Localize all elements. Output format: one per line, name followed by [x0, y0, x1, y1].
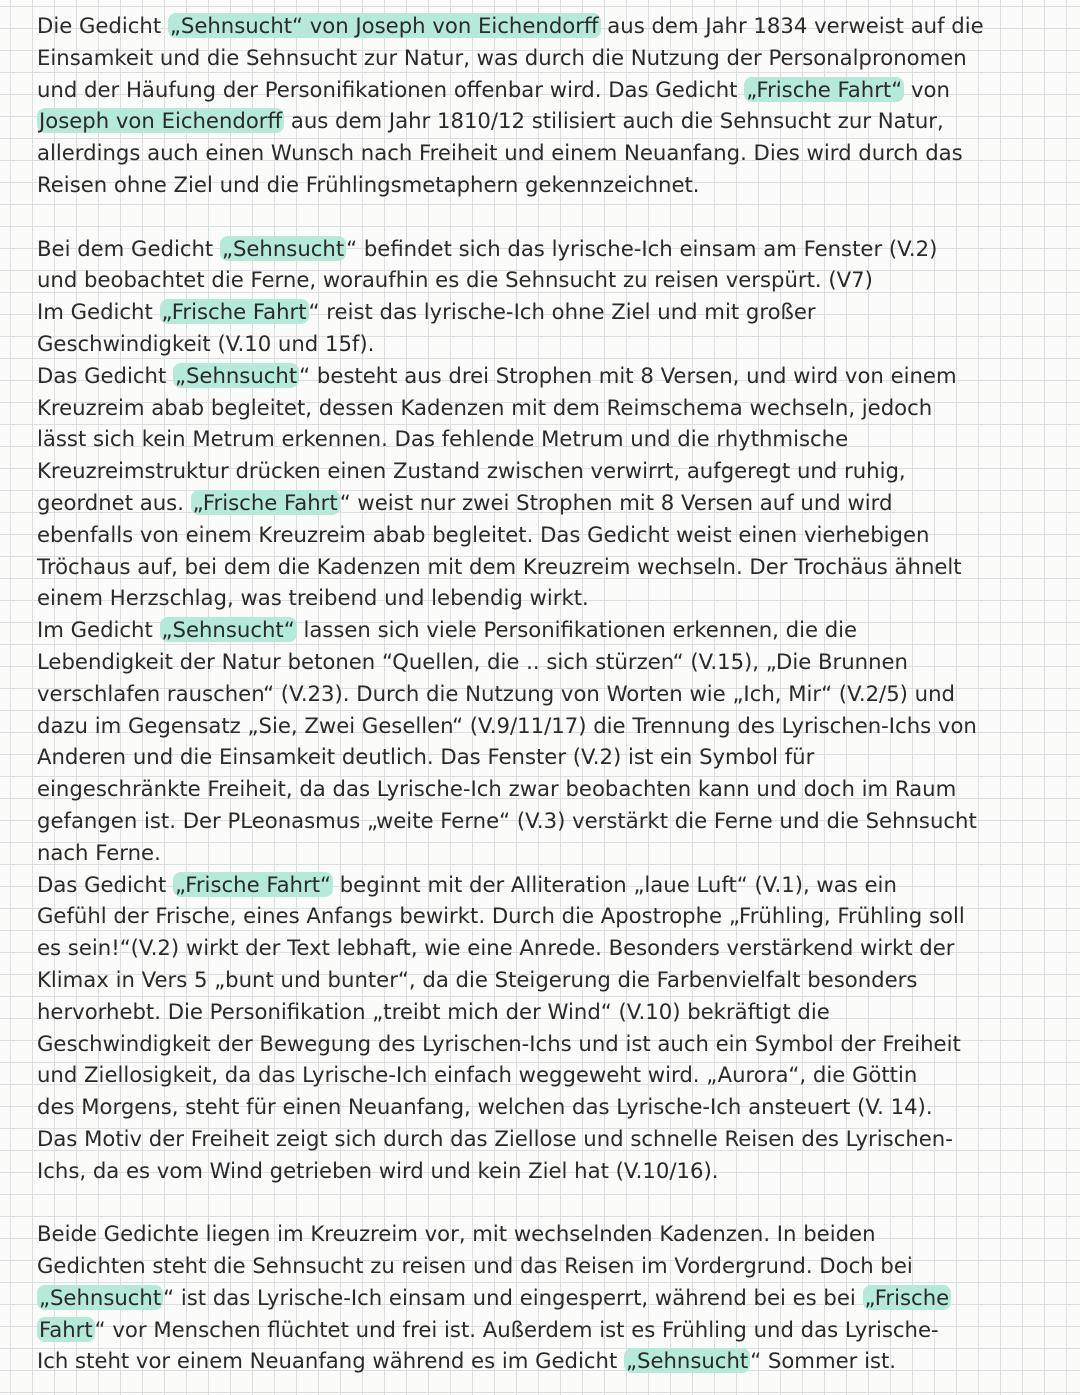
- text-line: [37, 42, 1047, 74]
- text-segment: hervorhebt. Die Personifikation „treibt mich der Wind“ (V.10) bekräftigt die: [37, 998, 830, 1024]
- text-line: [37, 646, 1047, 678]
- handwritten-note-page: [37, 10, 1047, 1377]
- text-segment: Anderen und die Einsamkeit deutlich. Das Fenster (V.2) ist ein Symbol für: [37, 744, 815, 770]
- text-line: [37, 360, 1047, 392]
- text-line: [37, 455, 1047, 487]
- text-line: [37, 964, 1047, 996]
- text-segment: Das Gedicht: [37, 871, 173, 897]
- text-segment: Geschwindigkeit der Bewegung des Lyrischen-Ichs und ist auch ein Symbol der Freiheit: [37, 1030, 961, 1056]
- text-segment: von: [904, 76, 950, 102]
- text-segment: Geschwindigkeit (V.10 und 15f).: [37, 330, 375, 356]
- text-line: [37, 1250, 1047, 1282]
- paragraph: [37, 1218, 1047, 1377]
- text-segment: “ reist das lyrische-Ich ohne Ziel und mit großer: [308, 299, 816, 325]
- text-line: [37, 996, 1047, 1028]
- text-segment: nach Ferne.: [37, 839, 161, 865]
- text-segment: Beide Gedichte liegen im Kreuzreim vor, mit wechselnden Kadenzen. In beiden: [37, 1221, 876, 1247]
- text-line: [37, 10, 1047, 42]
- text-line: [37, 1028, 1047, 1060]
- text-segment: Gefühl der Frische, eines Anfangs bewirkt. Durch die Apostrophe „Frühling, Frühling soll: [37, 903, 965, 929]
- text-segment: “ weist nur zwei Strophen mit 8 Versen auf und wird: [339, 489, 893, 515]
- text-segment: Lebendigkeit der Natur betonen “Quellen, die .. sich stürzen“ (V.15), „Die Brunnen: [37, 648, 908, 674]
- text-segment: Das Motiv der Freiheit zeigt sich durch das Ziellose und schnelle Reisen des Lyrischen-: [37, 1125, 953, 1151]
- highlighted-title: „Frische Fahrt“: [174, 871, 331, 897]
- text-segment: Das Gedicht: [37, 362, 173, 388]
- text-line: [37, 487, 1047, 519]
- text-segment: verschlafen rauschen“ (V.23). Durch die Nutzung von Worten wie „Ich, Mir“ (V.2/5) und: [37, 680, 955, 706]
- paragraph-spacer: [37, 1186, 1047, 1218]
- highlighted-title: „Frische: [864, 1284, 950, 1310]
- text-segment: und der Häufung der Personifikationen offenbar wird. Das Gedicht: [37, 76, 745, 102]
- text-line: [37, 264, 1047, 296]
- text-line: [37, 105, 1047, 137]
- text-line: [37, 932, 1047, 964]
- text-segment: “ vor Menschen flüchtet und frei ist. Außerdem ist es Frühling und das Lyrische-: [94, 1316, 939, 1342]
- text-line: [37, 1123, 1047, 1155]
- text-line: [37, 614, 1047, 646]
- highlighted-title: „Sehnsucht“ von Joseph von Eichendorff: [169, 13, 599, 38]
- text-segment: aus dem Jahr 1810/12 stilisiert auch die Sehnsucht zur Natur,: [284, 108, 944, 134]
- text-segment: Tröchaus auf, bei dem die Kadenzen mit dem Kreuzreim wechseln. Der Trochäus ähnelt: [37, 553, 962, 579]
- text-segment: “ ist das Lyrische-Ich einsam und eingesperrt, während bei es bei: [163, 1284, 863, 1310]
- highlighted-title: „Frische Fahrt“: [746, 76, 903, 102]
- highlighted-title: „Sehnsucht: [221, 235, 345, 261]
- paragraph-spacer: [37, 201, 1047, 233]
- text-line: [37, 1314, 1047, 1346]
- text-line: [37, 551, 1047, 583]
- text-line: [37, 582, 1047, 614]
- text-segment: lässt sich kein Metrum erkennen. Das fehlende Metrum und die rhythmische: [37, 426, 849, 452]
- text-segment: dazu im Gegensatz „Sie, Zwei Gesellen“ (V.9/11/17) die Trennung des Lyrischen-Ichs von: [37, 712, 977, 738]
- highlighted-title: „Sehnsucht: [626, 1348, 749, 1374]
- text-line: [37, 900, 1047, 932]
- text-segment: Einsamkeit und die Sehnsucht zur Natur, was durch die Nutzung der Personalpronomen: [37, 44, 967, 70]
- text-segment: des Morgens, steht für einen Neuanfang, welchen das Lyrische-Ich ansteuert (V. 14).: [37, 1094, 933, 1120]
- text-segment: Kreuzreim abab begleitet, dessen Kadenzen mit dem Reimschema wechseln, jedoch: [37, 394, 933, 420]
- text-line: [37, 837, 1047, 869]
- text-line: [37, 169, 1047, 201]
- text-segment: Im Gedicht: [37, 299, 160, 325]
- text-segment: Ichs, da es vom Wind getrieben wird und kein Ziel hat (V.10/16).: [37, 1157, 719, 1183]
- text-line: [37, 678, 1047, 710]
- text-line: [37, 805, 1047, 837]
- text-segment: Bei dem Gedicht: [37, 235, 220, 261]
- text-segment: einem Herzschlag, was treibend und lebendig wirkt.: [37, 585, 589, 611]
- text-line: [37, 710, 1047, 742]
- highlighted-title: Fahrt: [39, 1316, 93, 1342]
- highlighted-title: Joseph von Eichendorff: [39, 108, 283, 134]
- text-line: [37, 1059, 1047, 1091]
- text-line: [37, 1091, 1047, 1123]
- text-segment: “ befindet sich das lyrische-Ich einsam am Fenster (V.2): [346, 235, 938, 261]
- text-segment: “ Sommer ist.: [750, 1348, 897, 1374]
- text-line: [37, 423, 1047, 455]
- text-segment: lassen sich viele Personifikationen erkennen, die die: [296, 617, 858, 643]
- text-line: [37, 74, 1047, 106]
- text-segment: eingeschränkte Freiheit, da das Lyrische-Ich zwar beobachten kann und doch im Raum: [37, 776, 957, 802]
- text-line: [37, 233, 1047, 265]
- text-line: [37, 1218, 1047, 1250]
- text-segment: Ich steht vor einem Neuanfang während es im Gedicht: [37, 1348, 625, 1374]
- highlighted-title: „Frische Fahrt: [161, 299, 307, 325]
- text-line: [37, 1282, 1047, 1314]
- text-segment: allerdings auch einen Wunsch nach Freiheit und einem Neuanfang. Dies wird durch das: [37, 140, 963, 166]
- text-line: [37, 1345, 1047, 1377]
- text-line: [37, 328, 1047, 360]
- text-segment: und Ziellosigkeit, da das Lyrische-Ich einfach weggeweht wird. „Aurora“, die Göttin: [37, 1062, 918, 1088]
- text-segment: beginnt mit der Alliteration „laue Luft“ (V.1), was ein: [332, 871, 897, 897]
- text-segment: Gedichten steht die Sehnsucht zu reisen und das Reisen im Vordergrund. Doch bei: [37, 1253, 913, 1279]
- essay-text: [37, 10, 1047, 1377]
- text-line: [37, 773, 1047, 805]
- text-segment: “ besteht aus drei Strophen mit 8 Versen, und wird von einem: [299, 362, 957, 388]
- text-segment: und beobachtet die Ferne, woraufhin es die Sehnsucht zu reisen verspürt. (V7): [37, 267, 873, 293]
- text-segment: ebenfalls von einem Kreuzreim abab begleitet. Das Gedicht weist einen vierhebigen: [37, 521, 930, 547]
- text-line: [37, 137, 1047, 169]
- text-segment: Die Gedicht: [37, 13, 168, 38]
- paragraph: [37, 10, 1047, 201]
- text-line: [37, 519, 1047, 551]
- text-segment: aus dem Jahr 1834 verweist auf die: [600, 13, 984, 38]
- text-segment: geordnet aus.: [37, 489, 191, 515]
- highlighted-title: „Sehnsucht“: [161, 617, 295, 643]
- text-line: [37, 741, 1047, 773]
- text-segment: es sein!“(V.2) wirkt der Text lebhaft, wie eine Anrede. Besonders verstärkend wirkt der: [37, 935, 955, 961]
- text-segment: gefangen ist. Der PLeonasmus „weite Ferne“ (V.3) verstärkt die Ferne und die Sehnsucht: [37, 807, 977, 833]
- highlighted-title: „Sehnsucht: [174, 362, 298, 388]
- text-line: [37, 392, 1047, 424]
- text-segment: Kreuzreimstruktur drücken einen Zustand zwischen verwirrt, aufgeregt und ruhig,: [37, 458, 906, 484]
- paragraph: [37, 233, 1047, 1187]
- text-segment: Reisen ohne Ziel und die Frühlingsmetaphern gekennzeichnet.: [37, 171, 700, 197]
- highlighted-title: „Sehnsucht: [39, 1284, 162, 1310]
- highlighted-title: „Frische Fahrt: [192, 489, 338, 515]
- text-segment: Klimax in Vers 5 „bunt und bunter“, da die Steigerung die Farbenvielfalt besonders: [37, 966, 918, 992]
- text-line: [37, 869, 1047, 901]
- text-line: [37, 296, 1047, 328]
- text-line: [37, 1155, 1047, 1187]
- text-segment: Im Gedicht: [37, 617, 160, 643]
